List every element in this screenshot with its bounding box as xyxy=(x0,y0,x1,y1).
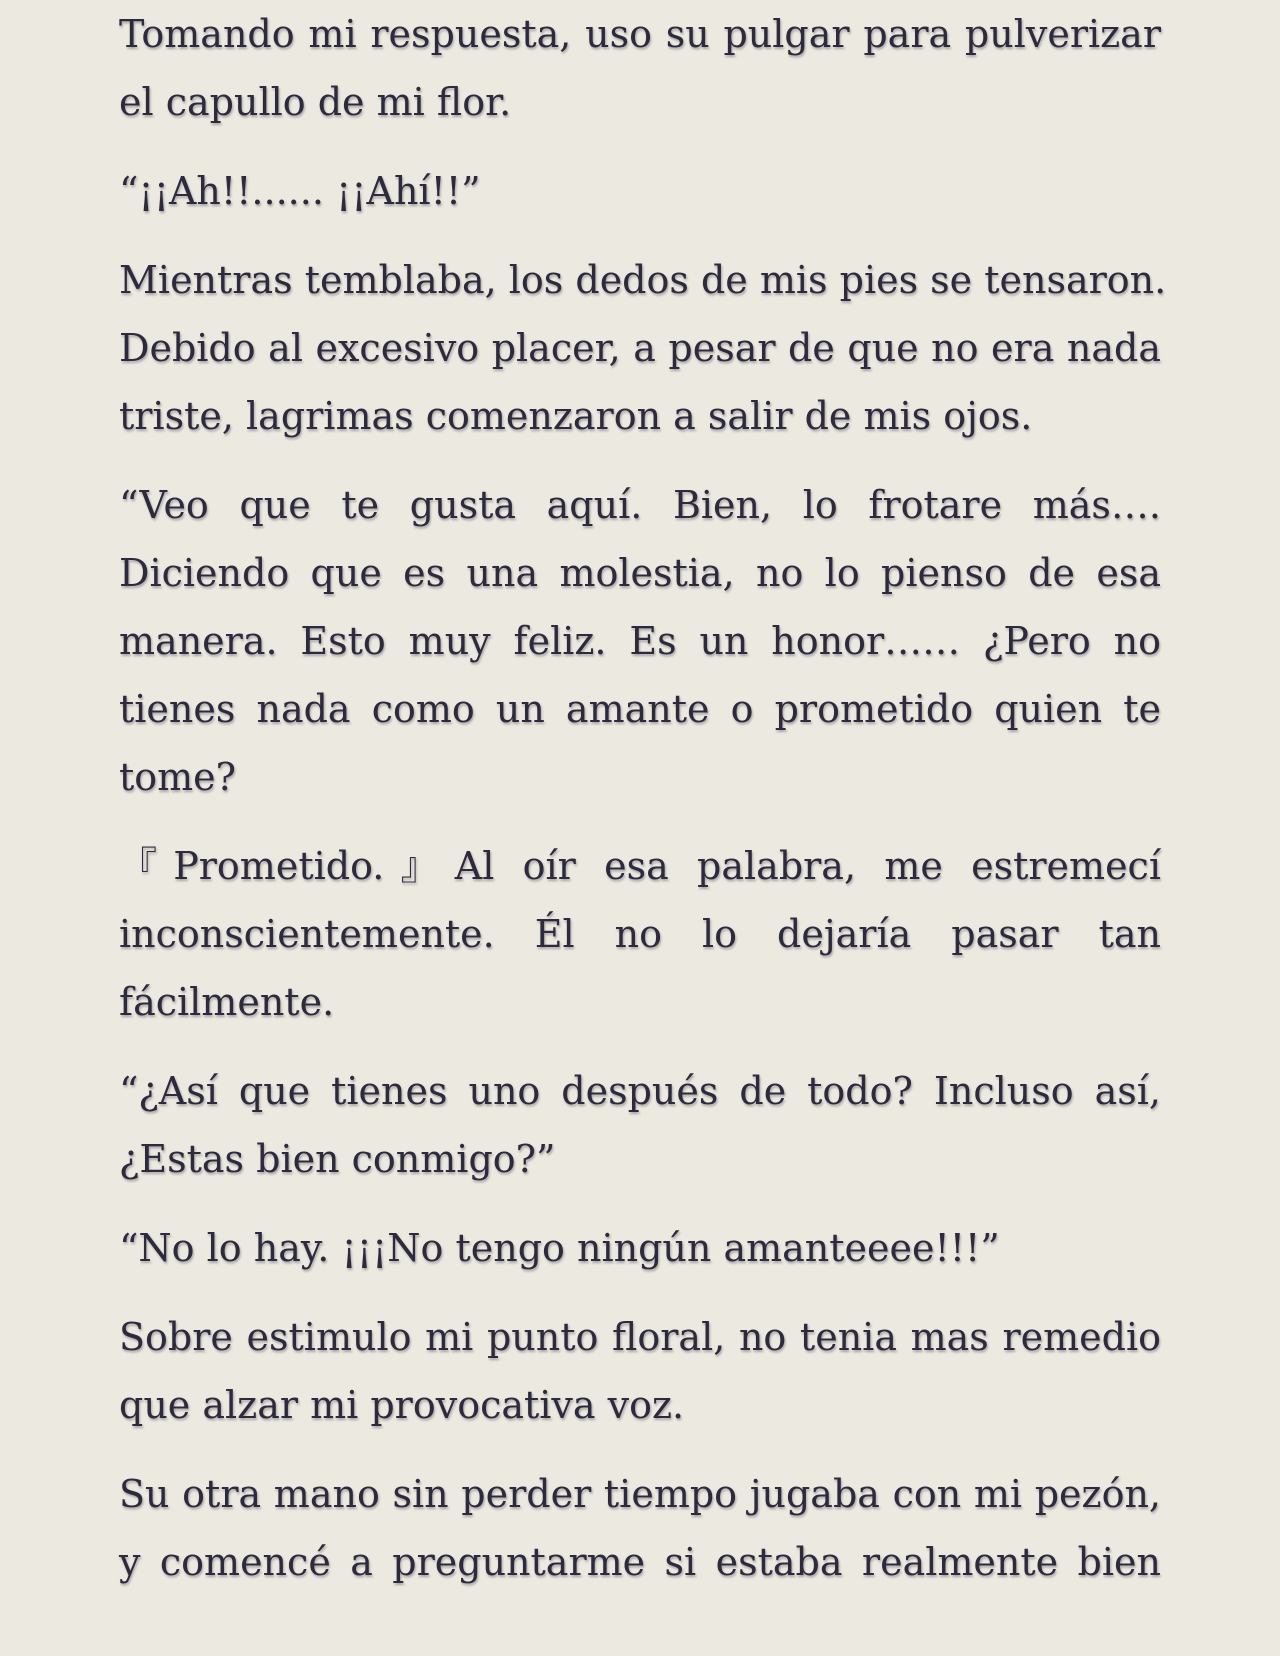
text-line: Debido al excesivo placer, a pesar de que no era nada xyxy=(119,326,1161,370)
text-line: el capullo de mi flor. xyxy=(119,80,512,124)
text-line: “¡¡Ah!!...... ¡¡Ahí!!” xyxy=(119,169,481,213)
text-line: 『Prometido.』Al oír esa palabra, me estremecí xyxy=(119,844,1161,888)
paragraph xyxy=(119,1214,1161,1282)
text-line: tome? xyxy=(119,755,237,799)
text-line: Tomando mi respuesta, uso su pulgar para pulverizar xyxy=(119,12,1161,56)
document-page xyxy=(119,0,1167,1596)
paragraph xyxy=(119,157,1161,225)
text-line: que alzar mi provocativa voz. xyxy=(119,1383,685,1427)
paragraph xyxy=(119,1057,1161,1193)
paragraph xyxy=(119,471,1161,811)
text-line: “¿Así que tienes uno después de todo? Incluso así, xyxy=(119,1069,1161,1113)
text-line: tienes nada como un amante o prometido quien te xyxy=(119,687,1161,731)
text-line: ¿Estas bien conmigo?” xyxy=(119,1137,556,1181)
paragraph xyxy=(119,0,1161,136)
text-line: “No lo hay. ¡¡¡No tengo ningún amanteeee!!!” xyxy=(119,1226,1000,1270)
text-line: triste, lagrimas comenzaron a salir de mis ojos. xyxy=(119,394,1033,438)
paragraph xyxy=(119,832,1161,1036)
text-line: Su otra mano sin perder tiempo jugaba con mi pezón, xyxy=(119,1472,1161,1516)
text-line: Diciendo que es una molestia, no lo pienso de esa xyxy=(119,551,1161,595)
paragraph xyxy=(119,1460,1161,1596)
text-line: inconscientemente. Él no lo dejaría pasar tan xyxy=(119,912,1161,956)
paragraph xyxy=(119,1303,1161,1439)
paragraph xyxy=(119,246,1167,450)
text-line: “Veo que te gusta aquí. Bien, lo frotare más…. xyxy=(119,483,1161,527)
text-line: manera. Esto muy feliz. Es un honor…… ¿Pero no xyxy=(119,619,1161,663)
text-line: Mientras temblaba, los dedos de mis pies se tensaron. xyxy=(119,258,1167,302)
text-line: y comencé a preguntarme si estaba realmente bien xyxy=(119,1540,1161,1584)
text-line: fácilmente. xyxy=(119,980,335,1024)
text-line: Sobre estimulo mi punto floral, no tenia mas remedio xyxy=(119,1315,1161,1359)
